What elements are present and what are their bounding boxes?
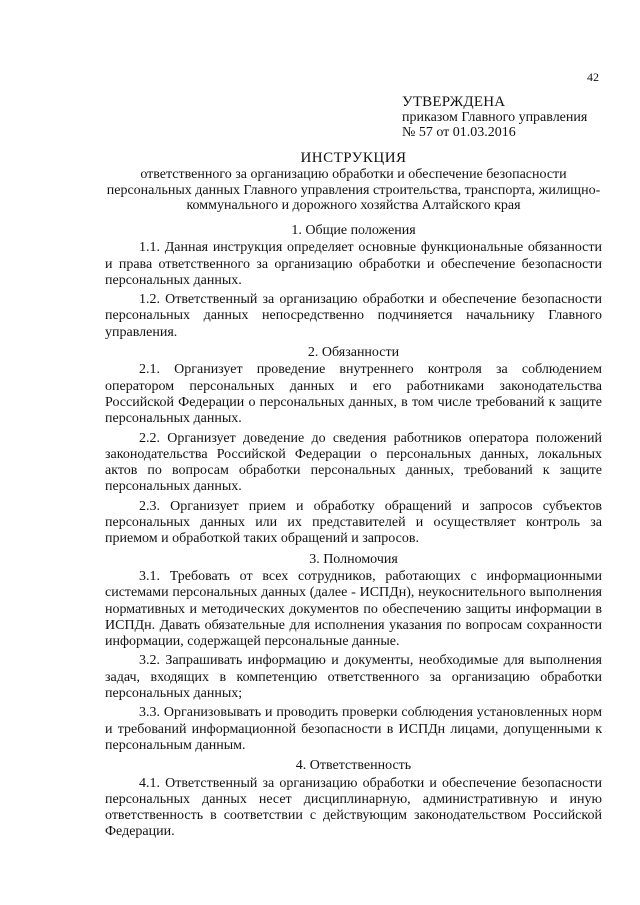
paragraph: 2.3. Организует прием и обработку обращений и запросов субъектов персональных данных или их представителей и осуществляет контроль за приемом и обработкой таких обращений и запросов. <box>105 498 602 547</box>
paragraph: 2.1. Организует проведение внутреннего контроля за соблюдением оператором персональных данных и его работниками законодательства Российской Федерации о персональных данных, в том числе требований к защите персональных данных. <box>105 362 602 427</box>
section-heading: 2. Обязанности <box>307 345 400 361</box>
section-duties <box>105 344 602 548</box>
paragraph: 3.1. Требовать от всех сотрудников, работающих с информационными системами персональных данных (далее - ИСПДн), неукоснительного выполнения нормативных и методических документов по обеспечению защиты информации в ИСПДн. Давать обязательные для исполнения указания по вопросам сохранности информации, содержащей персональные данные. <box>105 568 602 650</box>
document-title: ИНСТРУКЦИЯ <box>300 150 407 166</box>
paragraph: 3.3. Организовывать и проводить проверки соблюдения установленных норм и требований информационной безопасности в ИСПДн лицами, допущенными к персональным данным. <box>105 705 602 753</box>
section-heading: 1. Общие положения <box>291 223 416 238</box>
section-heading: 4. Ответственность <box>295 758 412 774</box>
approval-number-date: № 57 от 01.03.2016 <box>402 125 516 140</box>
section-general <box>105 222 602 341</box>
approval-heading: УТВЕРЖДЕНА <box>402 94 506 110</box>
paragraph: 4.1. Ответственный за организацию обработки и обеспечение безопасности персональных данных несет дисциплинарную, административную и иную ответственность в соответствии с действующим законодательством Российской Федерации. <box>105 775 602 840</box>
section-responsibility <box>105 757 602 840</box>
page-number: 42 <box>587 70 599 84</box>
section-heading: 3. Полномочия <box>309 551 398 567</box>
section-powers <box>105 551 602 755</box>
approval-order-line: приказом Главного управления <box>402 110 588 125</box>
paragraph: 3.2. Запрашивать информацию и документы, необходимые для выполнения задач, входящих в компетенцию ответственного за организацию обработки персональных данных; <box>105 653 602 702</box>
title-block <box>105 149 602 214</box>
paragraph: 2.2. Организует доведение до сведения работников оператора положений законодательства Российской Федерации о персональных данных, локальных актов по вопросам обработки персональных данных, требований к защите персональных данных. <box>105 430 602 495</box>
paragraph: 1.1. Данная инструкция определяет основные функциональные обязанности и права ответственного за организацию обработки и обеспечение безопасности персональных данных. <box>105 240 602 288</box>
paragraph: 1.2. Ответственный за организацию обработки и обеспечение безопасности персональных данных непосредственно подчиняется начальнику Главного управления. <box>105 292 602 340</box>
document-subtitle: ответственного за организацию обработки и обеспечение безопасности персональных данных Главного управления строительства, транспорта, жилищно-коммунального и дорожного хозяйства Алтайского края <box>106 167 601 213</box>
document-body <box>105 222 602 844</box>
approval-stamp <box>402 95 587 140</box>
